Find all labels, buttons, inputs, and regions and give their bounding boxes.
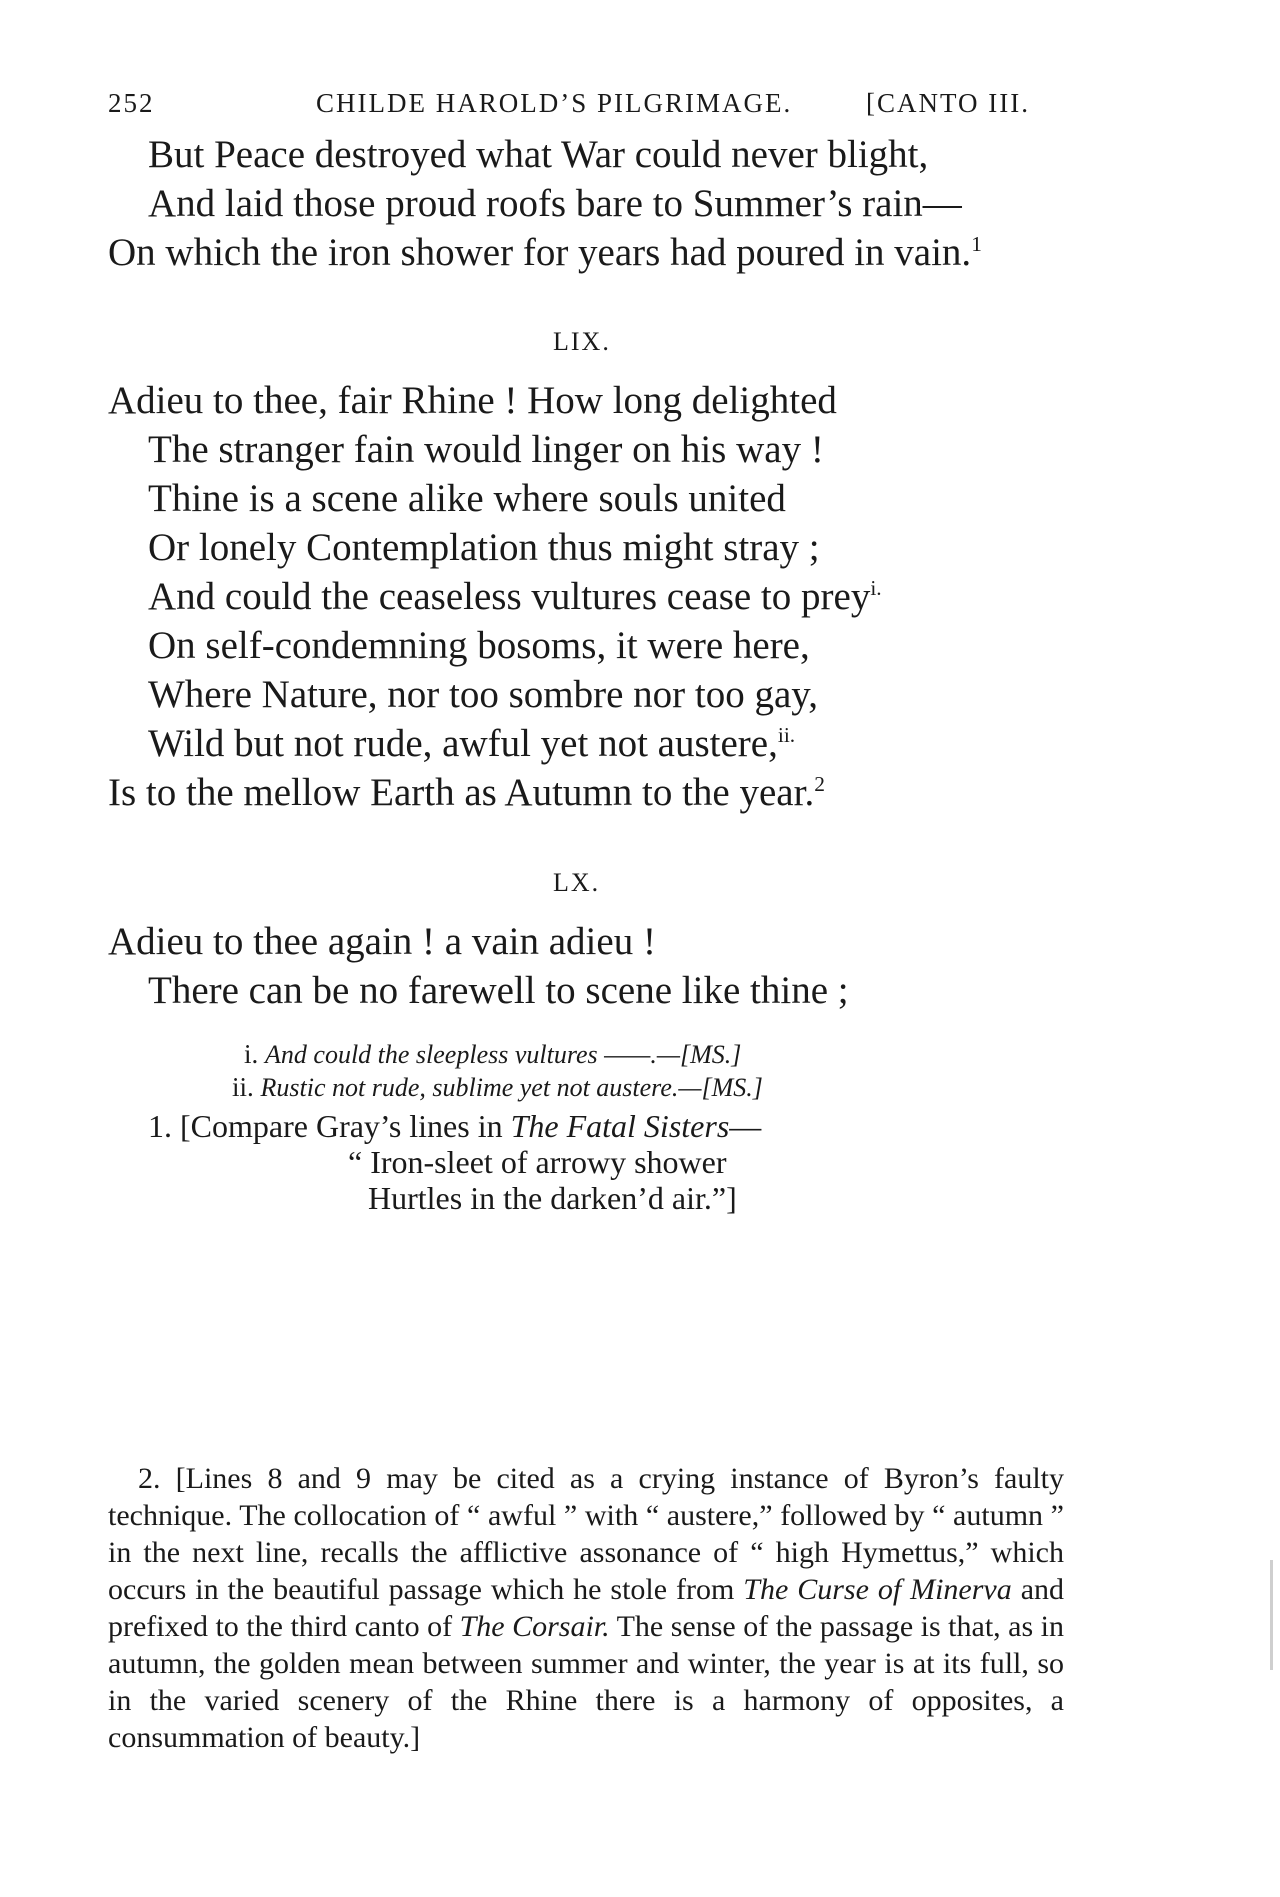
footnote-1: 1. [Compare Gray’s lines in The Fatal Sisters— [148,1108,762,1144]
footnote-1-quote-line: “ Iron-sleet of arrowy shower [348,1144,727,1180]
verse-line: Thine is a scene alike where souls united [148,477,786,520]
canto-reference: [CANTO III. [866,88,1030,118]
verse-line: On self-condemning bosoms, it were here, [148,624,810,667]
stanza-number: LIX. [553,327,611,356]
stanza-number: LX. [553,868,601,897]
variant-marker: ii. [777,723,796,747]
running-title: CHILDE HAROLD’S PILGRIMAGE. [316,88,793,118]
footnote-marker: 2 [814,772,825,796]
verse-line: Adieu to thee again ! a vain adieu ! [108,920,656,963]
verse-line: And laid those proud roofs bare to Summer’s rain— [148,182,962,225]
verse-line: Is to the mellow Earth as Autumn to the year.$^2$ [108,771,825,814]
page-number: 252 [108,88,155,118]
verse-line: The stranger fain would linger on his way ! [148,428,824,471]
verse-line: Where Nature, nor too sombre nor too gay, [148,673,819,716]
verse-line: On which the iron shower for years had poured in vain.$^1$ [108,231,982,274]
verse-line: But Peace destroyed what War could never blight, [148,133,929,176]
variant-marker: i. [870,576,882,600]
footnote-2: 2. [Lines 8 and 9 may be cited as a crying instance of Byron’s faulty technique. The collocation of “ awful ” with “ austere,” followed by “ autumn ” in the next line, recalls the afflictive assonance of “ high Hymettus,” which occurs in the beautiful passage which he stole from The Curse of Minerva and prefixed to the third canto of The Corsair. The sense of the passage is that, as in autumn, the golden mean between summer and winter, the year is at its full, so in the varied scenery of the Rhine there is a harmony of opposites, a consummation of beauty.] [108,1462,1065,1754]
footnote-1-quote-line: Hurtles in the darken’d air.”] [368,1180,737,1216]
page-edge-mark [1270,1560,1273,1670]
verse-line: And could the ceaseless vultures cease to prey$^{i.}$ [148,575,882,618]
verse-line: Or lonely Contemplation thus might stray ; [148,526,820,569]
footnote-marker: 1 [971,232,982,256]
verse-line: There can be no farewell to scene like thine ; [148,969,849,1012]
variant-note: i. And could the sleepless vultures ——.—[MS.] [244,1039,742,1069]
variant-note: ii. Rustic not rude, sublime yet not austere.—[MS.] [232,1072,763,1102]
verse-line: Wild but not rude, awful yet not austere,$^{ii.}$ [148,722,796,765]
verse-line: Adieu to thee, fair Rhine ! How long delighted [108,379,837,422]
